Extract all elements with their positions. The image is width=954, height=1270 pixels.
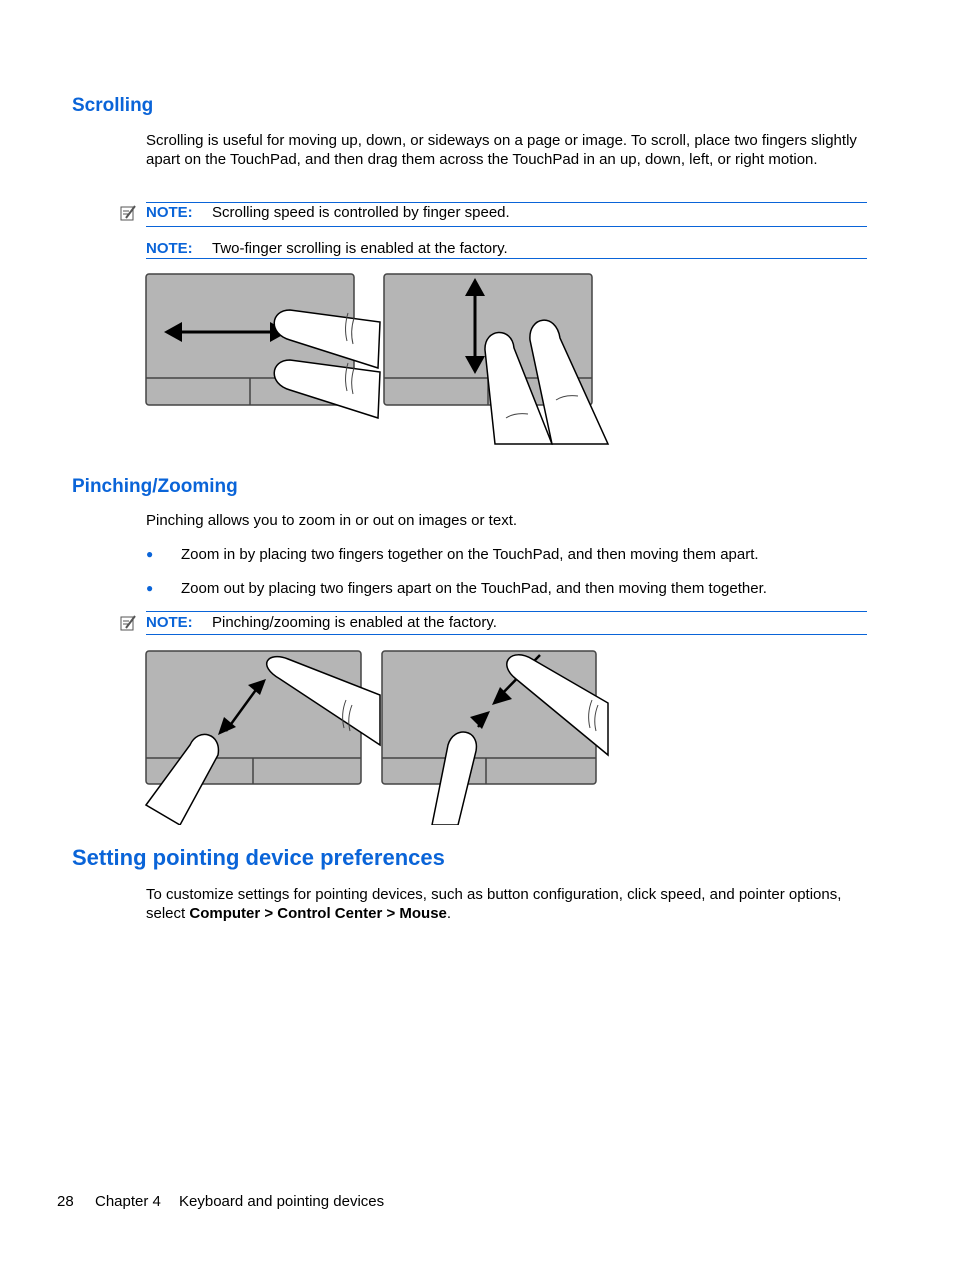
note-rule-bottom <box>146 634 867 635</box>
bullet-dot-icon: ● <box>146 581 154 595</box>
note-scrolling-speed <box>146 203 867 222</box>
note-rule-top <box>146 611 867 612</box>
note-label: NOTE: <box>146 204 193 221</box>
scrolling-illustration <box>140 268 620 448</box>
note-pinching-factory <box>146 613 867 632</box>
section-heading-scrolling: Scrolling <box>72 95 154 116</box>
section-heading-pinching: Pinching/Zooming <box>72 476 238 497</box>
bullet-zoom-in: Zoom in by placing two fingers together on the TouchPad, and then moving them apart. <box>181 546 759 563</box>
bullet-dot-icon: ● <box>146 547 154 561</box>
page-number: 28 <box>57 1193 74 1210</box>
preferences-menu-path: Computer > Control Center > Mouse <box>189 905 447 922</box>
section-heading-preferences: Setting pointing device preferences <box>72 845 445 870</box>
preferences-text: To customize settings for pointing devices, such as button configuration, click speed, and pointer options, select <box>146 886 842 922</box>
note-rule-bottom <box>146 226 867 227</box>
note-text: Two-finger scrolling is enabled at the factory. <box>212 240 508 257</box>
note-rule-bottom <box>146 258 867 259</box>
note-text: Scrolling speed is controlled by finger speed. <box>212 204 510 221</box>
touchpad-vertical-scroll <box>384 274 608 444</box>
note-pencil-icon <box>119 204 137 227</box>
preferences-period: . <box>446 905 452 922</box>
pinching-illustration <box>140 645 620 825</box>
note-label: NOTE: <box>146 614 193 631</box>
note-label: NOTE: <box>146 240 193 257</box>
touchpad-horizontal-scroll <box>146 274 380 418</box>
preferences-paragraph <box>146 885 868 923</box>
note-two-finger-factory <box>146 239 867 258</box>
scrolling-paragraph: Scrolling is useful for moving up, down, or sideways on a page or image. To scroll, place two fingers slightly apart on the TouchPad, and then drag them across the TouchPad in an up, down, left, or right motion. <box>146 132 857 168</box>
footer-chapter: Chapter 4 <box>95 1193 161 1210</box>
touchpad-zoom-out <box>382 651 608 825</box>
footer-chapter-title: Keyboard and pointing devices <box>179 1193 385 1210</box>
note-text: Pinching/zooming is enabled at the factory. <box>212 614 497 631</box>
pinching-intro: Pinching allows you to zoom in or out on images or text. <box>146 512 518 529</box>
bullet-zoom-out: Zoom out by placing two fingers apart on the TouchPad, and then moving them together. <box>181 580 767 597</box>
note-pencil-icon <box>119 614 137 637</box>
touchpad-zoom-in <box>146 651 380 825</box>
